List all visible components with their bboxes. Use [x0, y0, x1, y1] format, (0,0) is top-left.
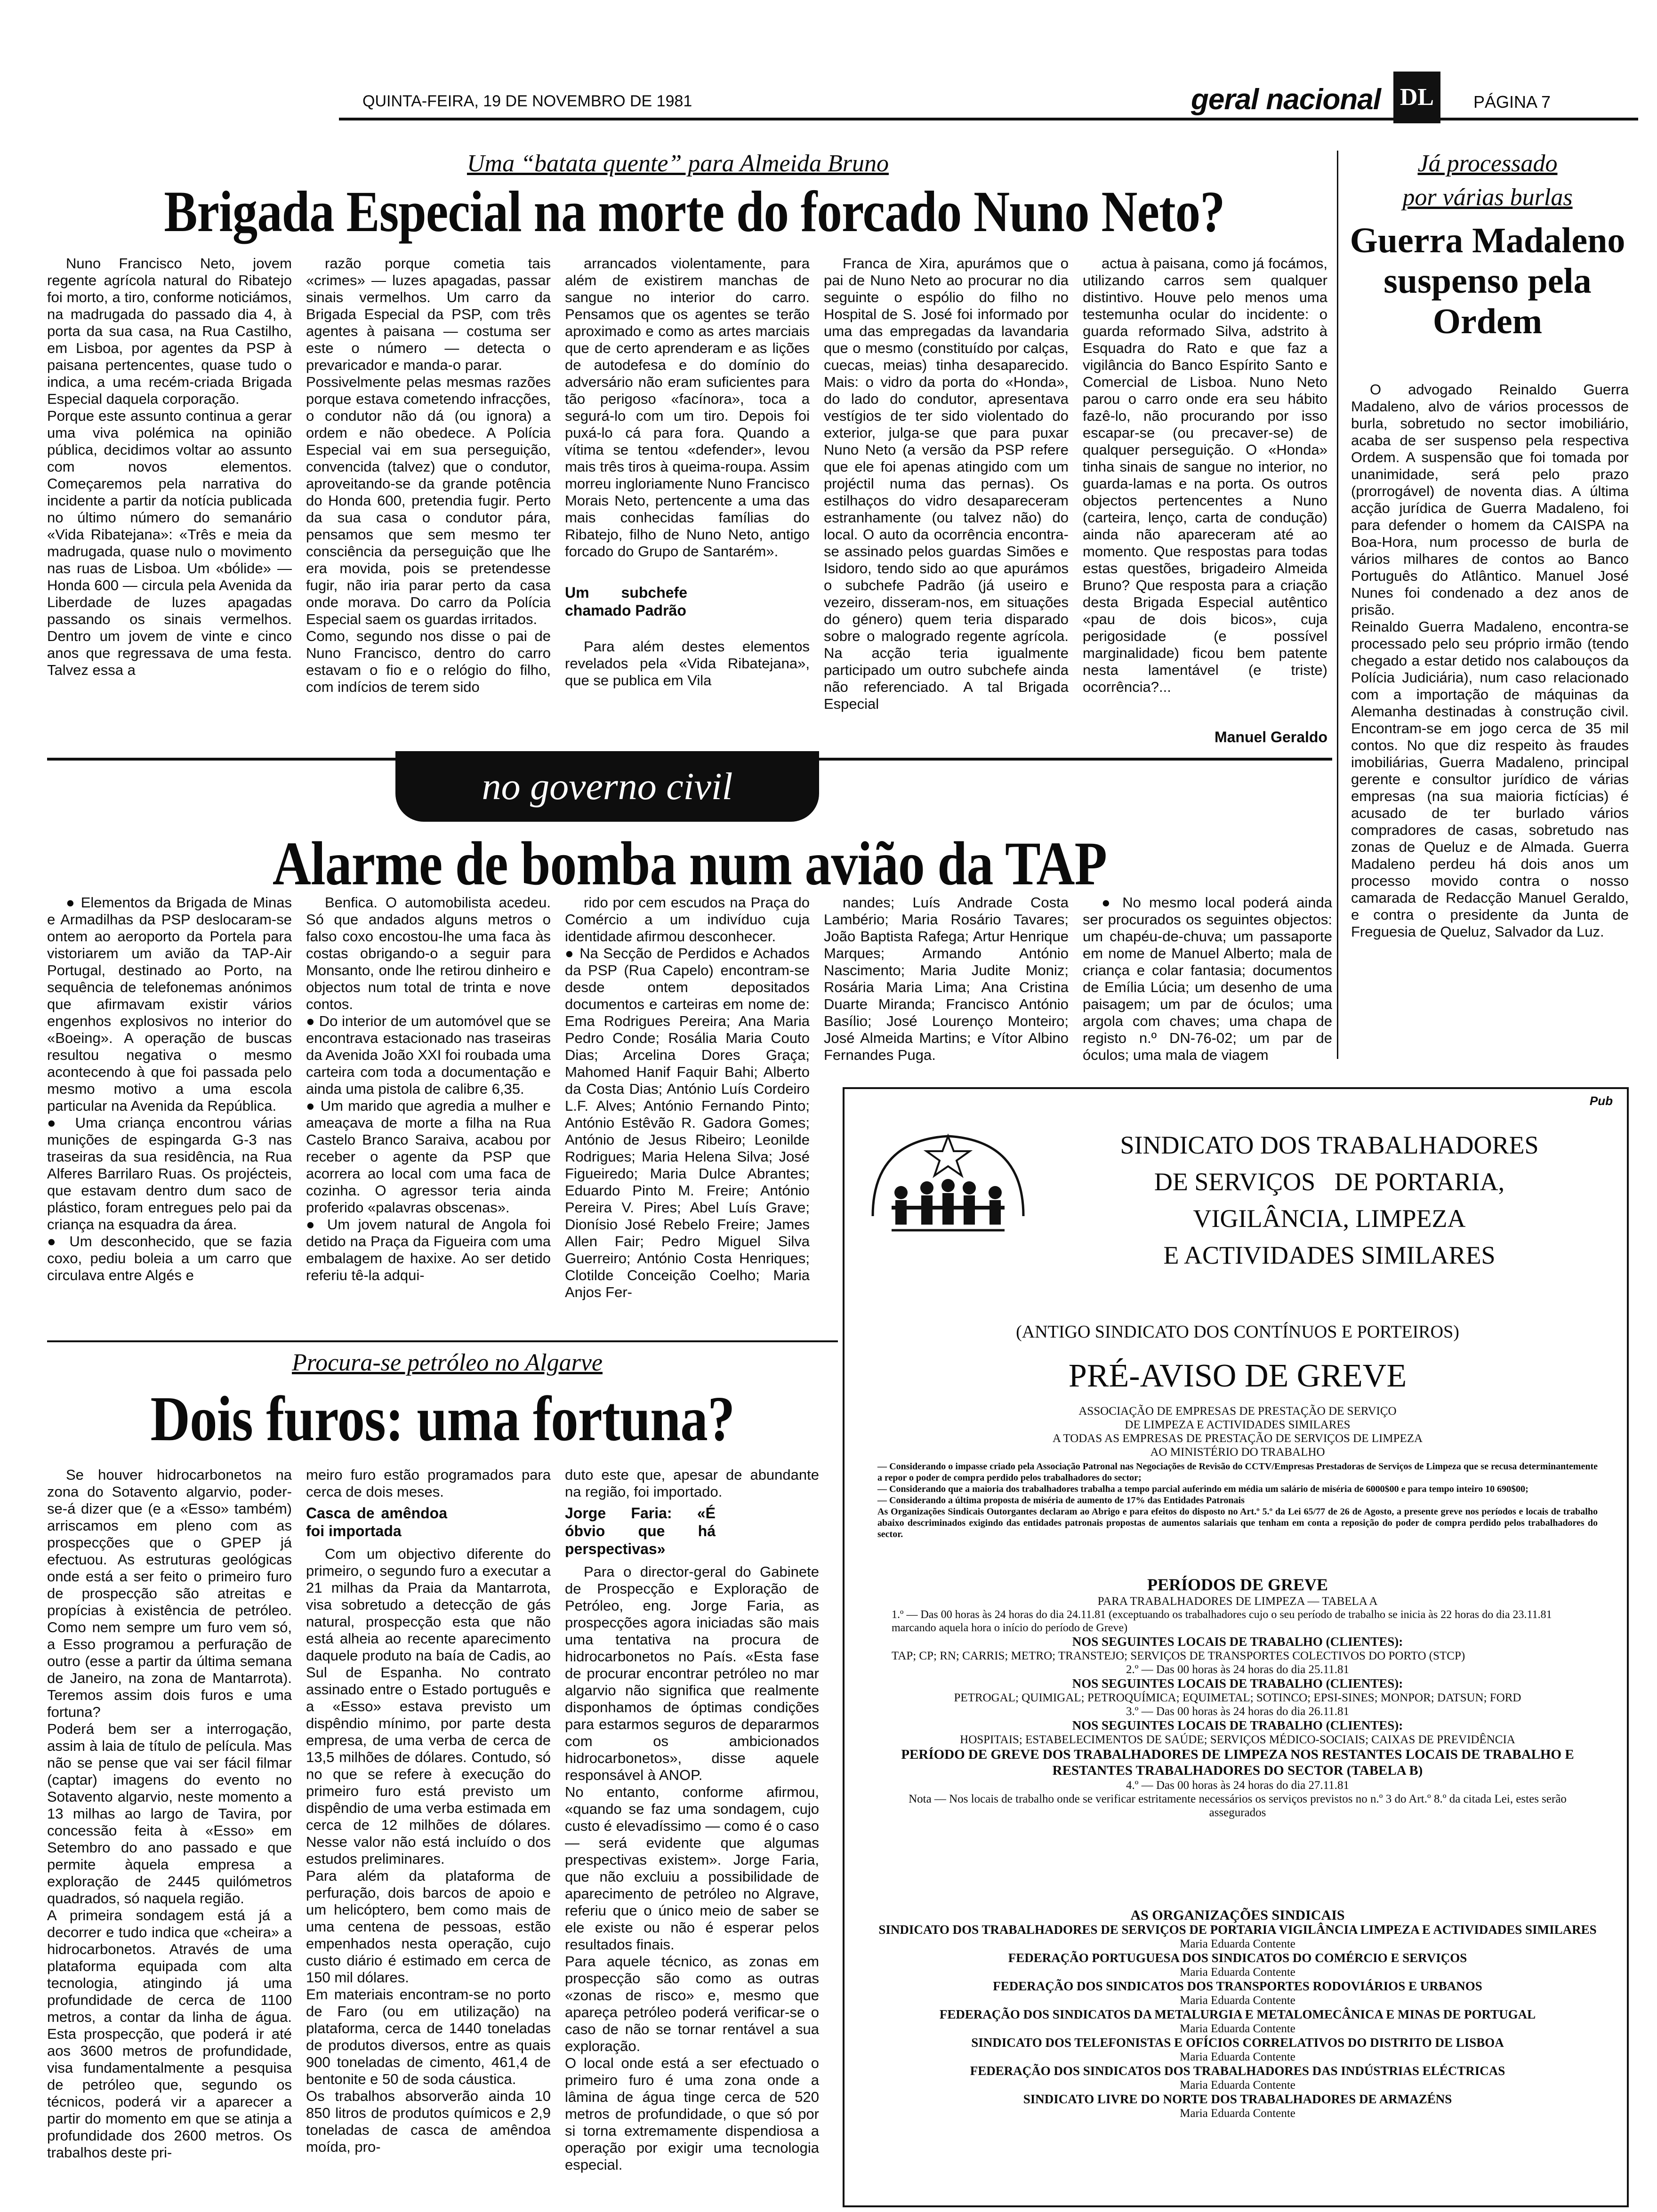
date-line: QUINTA-FEIRA, 19 DE NOVEMBRO DE 1981 [362, 92, 692, 110]
story2-headline: Guerra Madaleno suspenso pela Ordem [1350, 221, 1625, 341]
strike-notice-ad [843, 1087, 1629, 2207]
ad-considerations: — Considerando o impasse criado pela Associação Patronal nas Negociações de Revisão do CCTV/Empresas Prestadoras de Serviços de Limpeza que se recusa determinantemente a repor o poder de compra perdido pelos trabalhadores do sector; — Considerando que a maioria dos trabalhadores trabalha a tempo parcial auferindo em média um salário de miséria de 6000$00 e para tempo inteiro 10 690$00; — Considerando a última proposta de miséria de aumento de 17% das Entidades Patronais As Organizações Sindicais Outorgantes declaram ao Abrigo e para efeitos do disposto no Art.º 5.º da Lei 65/77 de 26 de Agosto, a presente greve nos períodos e locais de trabalho abaixo descriminados exigindo das entidades patronais propostas de aumentos salariais que tenham em conta a reposição do poder de compra perdido pelos trabalhadores do sector. [877, 1461, 1598, 1539]
story1-col-2: razão porque cometia tais «crimes» — luzes apagadas, passar sinais vermelhos. Um carro da Brigada Especial da PSP, com três agentes à paisana — costuma ser este o número — detecta o prevaricador e manda-o parar. Possivelmente pelas mesmas razões porque estava cometendo infracções, o condutor não dá (ou ignora) a ordem e não obedece. A Polícia Especial vai em sua perseguição, convencida (talvez) que o condutor, aproveitando-se da grande potência do Honda 600, pretendia fugir. Perto da sua casa o condutor pára, pensamos que sem mesmo ter consciência da perseguição que lhe era movida, pois se pretendesse fugir, não iria parar perto da casa onde morava. Do carro da Polícia Especial saem os guardas irritados. Como, segundo nos disse o pai de Nuno Francisco, dentro do carro estavam o fio e o relógio do filho, com indícios de terem sido [306, 255, 551, 695]
story1-col-3: arrancados violentamente, para além de existirem manchas de sangue no interior do carro. Pensamos que os agentes se terão aproximado e como as artes marciais que de certo aprenderam e as lições de autodefesa e do domínio do adversário não eram suficientes para tão perigoso «facínora», toca a segurá-lo com um tiro. Depois foi puxá-lo cá para fora. Quando a vítima se tentou «defender», levou mais três tiros à queima-roupa. Assim morreu ingloriamente Nuno Francisco Morais Neto, pertencente a uma das mais conhecidas famílias do Ribatejo, filho de Nuno Neto, antigo forcado do Grupo de Santarém». Um subchefe chamado Padrão Para além destes elementos revelados pela «Vida Ribatejana», que se publica em Vila [565, 255, 814, 689]
story1-col-4: Franca de Xira, apurámos que o pai de Nuno Neto ao procurar no dia seguinte o espólio do filho no Hospital de S. José foi informado por uma das empregadas da lavandaria que o mesmo (constituído por calças, cuecas, meias) tinha desaparecido. Mais: o vidro da porta do «Honda», do lado do condutor, apresentava vestígios de ter sido violentado do exterior, julga-se que para puxar Nuno Neto (a versão da PSP refere que ele foi apenas atingido com um projéctil numa das pernas). Os estilhaços do vidro desapareceram estranhamente (ou talvez não) do local. O auto da ocorrência encontra-se assinado pelos guardas Simões e Isidoro, tendo sido ao que apurámos o subchefe Padrão (já useiro e vezeiro, disseram-nos, em situações do género) quem teria disparado sobre o malogrado regente agrícola. Na acção teria igualmente participado um outro subchefe ainda não referenciado. A tal Brigada Especial [824, 255, 1073, 712]
signatory-block: FEDERAÇÃO PORTUGUESA DOS SINDICATOS DO COMÉRCIO E SERVIÇOS Maria Eduarda Contente [1008, 1951, 1467, 1979]
section-badge: DL [1393, 72, 1440, 123]
ad-signatories: AS ORGANIZAÇÕES SINDICAIS SINDICATO DOS TRABALHADORES DE SERVIÇOS DE PORTARIA VIGILÂNCIA LIMPEZA E ACTIVIDADES SIMILARES Maria Eduarda Contente FEDERAÇÃO PORTUGUESA DOS SINDICATOS DO COMÉRCIO E SERVIÇOS Maria Eduarda Contente FEDERAÇÃO DOS SINDICATOS DOS TRANSPORTES RODOVIÁRIOS E URBANOS Maria Eduarda Contente FEDERAÇÃO DOS SINDICATOS DA METALURGIA E METALOMECÂNICA E MINAS DE PORTUGAL Maria Eduarda Contente SINDICATO DOS TELEFONISTAS E OFÍCIOS CORRELATIVOS DO DISTRITO DE LISBOA Maria Eduarda Contente FEDERAÇÃO DOS SINDICATOS DOS TRABALHADORES DAS INDÚSTRIAS ELÉCTRICAS Maria Eduarda Contente SINDICATO LIVRE DO NORTE DOS TRABALHADORES DE ARMAZÉNS Maria Eduarda Contente [863, 1908, 1612, 2120]
section-name: geral nacional [1191, 83, 1381, 116]
signatory-block: SINDICATO DOS TELEFONISTAS E OFÍCIOS CORRELATIVOS DO DISTRITO DE LISBOA Maria Eduarda Contente [971, 2036, 1504, 2063]
ad-union-name: SINDICATO DOS TRABALHADORES DE SERVIÇOS DE PORTARIA, VIGILÂNCIA, LIMPEZA E ACTIVIDADES SIMILARES [1120, 1131, 1539, 1269]
ad-periods: PERÍODOS DE GREVE PARA TRABALHADORES DE LIMPEZA — TABELA A 1.º — Das 00 horas às 24 horas do dia 24.11.81 (exceptuando os trabalhadores cujo o seu período de trabalho se inicia às 22 horas do dia 23.11.81 marcando aquela hora o início do período de Greve) NOS SEGUINTES LOCAIS DE TRABALHO (CLIENTES): TAP; CP; RN; CARRIS; METRO; TRANSTEJO; SERVIÇOS DE TRANSPORTES COLECTIVOS DO PORTO (STCP) 2.º — Das 00 horas às 24 horas do dia 25.11.81 NOS SEGUINTES LOCAIS DE TRABALHO (CLIENTES): PETROGAL; QUIMIGAL; PETROQUÍMICA; EQUIMETAL; SOTINCO; EPSI-SINES; MONPOR; DATSUN; FORD 3.º — Das 00 horas às 24 horas do dia 26.11.81 NOS SEGUINTES LOCAIS DE TRABALHO (CLIENTES): HOSPITAIS; ESTABELECIMENTOS DE SAÚDE; SERVIÇOS MÉDICO-SOCIAIS; CAIXAS DE PREVIDÊNCIA PERÍODO DE GREVE DOS TRABALHADORES DE LIMPEZA NOS RESTANTES LOCAIS DE TRABALHO E RESTANTES TRABALHADORES DO SECTOR (TABELA B) 4.º — Das 00 horas às 24 horas do dia 27.11.81 Nota — Nos locais de trabalho onde se verificar estritamente necessários os serviços previstos no n.º 3 do Art.º 8.º da citada Lei, estes serão assegurados [892, 1575, 1574, 1819]
story4-headline: Dois furos: uma fortuna? [150, 1384, 735, 1454]
union-logo [863, 1122, 1033, 1240]
ad-former-name: (ANTIGO SINDICATO DOS CONTÍNUOS E PORTEIROS) [1016, 1322, 1459, 1342]
story4-subhead-2: Jorge Faria: «É óbvio que há perspectivas» [565, 1505, 716, 1557]
story3-headline: Alarme de bomba num avião da TAP [272, 829, 1107, 898]
story3-col-3: rido por cem escudos na Praça do Comércio a um indivíduo cuja identidade afirmou desconhecer. ● Na Secção de Perdidos e Achados da PSP (Rua Capelo) encontram-se desde ontem depositados documentos e carteiras em nome de: Ema Rodrigues Pereira; Ana Maria Pedro Conde; Rosália Maria Couto Dias; Arcelina Dores Graça; Mahomed Hanif Faquir Bahi; Alberto da Costa Dias; António Luís Cordeiro L.F. Alves; António Fernando Pinto; António Estêvão R. Gadora Gomes; António de Jesus Ribeiro; Leonilde Rodrigues; Maria Helena Silva; José Figueiredo; Maria Dulce Abrantes; Eduardo Pinto M. Freire; António Pereira V. Pires; Abel Luís Grave; Dionísio José Rebelo Freire; James Allen Fair; Pedro Miguel Silva Guerreiro; António Costa Henriques; Clotilde Conceição Coelho; Maria Anjos Fer- [565, 894, 810, 1300]
story4-col-2: meiro furo estão programados para cerca de dois meses. Casca de amêndoa foi importada Com um objectivo diferente do primeiro, o segundo furo a executar a 21 milhas da Praia da Mantarrota, visa sobretudo a detecção de gás natural, prospecção esta que não está alheia ao recente aparecimento daquele produto na baía de Cadis, ao Sul de Espanha. No contrato assinado entre o Estado português e a «Esso» estava previsto um dispêndio mínimo, por parte desta empresa, de uma verba de cerca de 13,5 milhões de dólares. Contudo, só no que se refere à execução do primeiro furo está previsto um dispêndio de uma verba estimada em cerca de 12 milhões de dólares. Nesse valor não está incluído o dos estudos preliminares. Para além da plataforma de perfuração, dois barcos de apoio e um helicóptero, bem como mais de uma centena de pessoas, estão empenhados nesta operação, cujo custo diário é estimado em cerca de 150 mil dólares. Em materiais encontram-se no porto de Faro (ou em utilização) na plataforma, cerca de 1440 toneladas de produtos diversos, entre as quais 900 toneladas de cimento, 461,4 de bentonite e 50 de soda cáustica. Os trabalhos absorverão ainda 10 850 litros de produtos químicos e 2,9 toneladas de casca de amêndoa moída, pro- [306, 1467, 555, 2155]
story2-kicker-1: Já processado [1417, 150, 1558, 177]
story3-col-1: ● Elementos da Brigada de Minas e Armadilhas da PSP deslocaram-se ontem ao aeroporto da Portela para vistoriarem um avião da TAP-Air Portugal, destinado ao Porto, na sequência de telefonemas anónimos que afirmavam existir vários engenhos explosivos no interior do «Boeing». A operação de buscas resultou negativa o mesmo acontecendo à que foi passada pelo mesmo motivo a uma escola particular na Avenida da República. ● Uma criança encontrou várias munições de espingarda G-3 nas traseiras da sua residência, na Rua Alferes Barrilaro Ruas. Os projécteis, que estavam dentro dum saco de plástico, foram entregues pelo pai da criança na esquadra da área. ● Um desconhecido, que se fazia coxo, pediu boleia a um carro que circulava entre Algés e [47, 894, 292, 1283]
signatory-block: FEDERAÇÃO DOS SINDICATOS DA METALURGIA E METALOMECÂNICA E MINAS DE PORTUGAL Maria Eduarda Contente [939, 2007, 1536, 2035]
signatory-block: FEDERAÇÃO DOS SINDICATOS DOS TRABALHADORES DAS INDÚSTRIAS ELÉCTRICAS Maria Eduarda Contente [970, 2064, 1505, 2092]
page-number: PÁGINA 7 [1473, 92, 1551, 112]
story4-subhead-1: Casca de amêndoa foi importada [306, 1505, 447, 1539]
ad-heading: PRÉ-AVISO DE GREVE [1068, 1358, 1407, 1394]
section-rule-2 [47, 1340, 838, 1342]
story3-col-5: ● No mesmo local poderá ainda ser procurados os seguintes objectos: um chapéu-de-chuva; um passaporte em nome de Manuel Alberto; mala de criança e colar fantasia; documentos de Emília Lúcia; um desenho de uma paisagem; um par de óculos; uma argola com chaves; uma chapa de registo n.º DN-76-02; um par de óculos; uma mala de viagem [1083, 894, 1336, 1063]
story3-col-2: Benfica. O automobilista acedeu. Só que andados alguns metros o falso coxo encostou-lhe uma faca às costas obrigando-o a seguir para Monsanto, onde lhe retirou dinheiro e objectos num total de trinta e nove contos. ● Do interior de um automóvel que se encontrava estacionado nas traseiras da Avenida João XXI foi roubada uma carteira com toda a documentação e ainda uma pistola de calibre 6,35. ● Um marido que agredia a mulher e ameaçava de morte a filha na Rua Castelo Branco Saraiva, acabou por receber o agente da PSP que acorrera ao local com uma faca de cozinha. O agressor teria ainda proferido «palavras obscenas». ● Um jovem natural de Angola foi detido na Praça da Figueira com uma embalagem de haxixe. Ao ser detido referiu tê-la adqui- [306, 894, 551, 1283]
vertical-column-rule [1337, 151, 1338, 1059]
story1-subhead: Um subchefe chamado Padrão [565, 584, 687, 619]
story2-kicker-2: por várias burlas [1402, 184, 1573, 211]
story4-col-1: Se houver hidrocarbonetos na zona do Sotavento algarvio, poder-se-á dizer que (e a «Esso» também) arriscamos em pleno com as prospecções que o GPEP já efectuou. As estruturas geológicas onde está a ser feito o primeiro furo de prospecção são atreitas e propícias à existência de petróleo. Como nem sempre um furo vem só, a Esso programou a perfuração de outro (esse a partir da última semana de Janeiro, na zona de Mantarrota). Teremos assim dois furos e uma fortuna? Poderá bem ser a interrogação, assim à laia de título de película. Mas não se pense que vai ser fácil filmar (captar) imagens do evento no Sotavento algarvio, neste momento a 13 milhas ao largo de Tavira, por concessão feita à «Esso» em Setembro do ano passado e que permite àquela empresa a exploração de 2445 quilómetros quadrados, só naquela região. A primeira sondagem está já a decorrer e tudo indica que «cheira» a hidrocarbonetos. Através de uma plataforma equipada com alta tecnologia, atingindo já uma profundidade de cerca de 1100 metros, a contar da linha de água. Esta prospecção, que poderá ir até aos 3600 metros de profundidade, visa fundamentalmente a pesquisa de petróleo que, segundo os técnicos, poderá vir a aparecer a partir do momento em que se atinja a profundidade dos 2600 metros. Os trabalhos deste pri- [47, 1467, 292, 2161]
star-icon [926, 1136, 970, 1176]
story1-col-1: Nuno Francisco Neto, jovem regente agrícola natural do Ribatejo foi morto, a tiro, conforme noticiámos, na madrugada do passado dia 4, à porta da sua casa, na Rua Castilho, em Lisboa, por agentes da PSP à paisana pertencentes, quase tudo o indica, a uma recém-criada Brigada Especial daquela corporação. Porque este assunto continua a gerar uma viva polémica na opinião pública, decidimos voltar ao assunto com novos elementos. Começaremos pela narrativa do incidente a partir da notícia publicada no último número do semanário «Vida Ribatejana»: «Três e meia da madrugada, quase nulo o movimento nas ruas de Lisboa. Um «bólide» — Honda 600 — circula pela Avenida da Liberdade de luzes apagadas passando os sinais vermelhos. Dentro um jovem de vinte e cinco anos que regressava de uma festa. Talvez essa a [47, 255, 292, 678]
story4-kicker: Procura-se petróleo no Algarve [292, 1349, 603, 1376]
story1-headline: Brigada Especial na morte do forcado Nuno Neto? [164, 179, 1225, 244]
ad-recipients: ASSOCIAÇÃO DE EMPRESAS DE PRESTAÇÃO DE SERVIÇO DE LIMPEZA E ACTIVIDADES SIMILARES A TODAS AS EMPRESAS DE PRESTAÇÃO DE SERVIÇOS DE LIMPEZA AO MINISTÉRIO DO TRABALHO [1052, 1405, 1423, 1459]
governo-civil-banner: no governo civil [395, 751, 819, 822]
ad-pub-label: Pub [1589, 1094, 1613, 1108]
story4-col-3: duto este que, apesar de abundante na região, foi importado. Jorge Faria: «É óbvio que há perspectivas» Para o director-geral do Gabinete de Prospecção e Exploração de Petróleo, eng. Jorge Faria, as prospecções agora iniciadas são mais uma tentativa na procura de hidrocarbonetos no País. «Esta fase de procurar encontrar petróleo no mar algarvio não significa que realmente disponhamos de óptimas condições para estarmos seguros de depararmos com os ambicionados hidrocarbonetos», disse aquele responsável à ANOP. No entanto, conforme afirmou, «quando se faz uma sondagem, cujo custo é elevadíssimo — como é o caso — será evidente que algumas prespectivas existem». Jorge Faria, que não excluiu a possibilidade de aparecimento de petróleo no Algrave, referiu que o único meio de saber se ele existe ou não é esperar pelos resultados finais. Para aquele técnico, as zonas em prospecção são como as outras «zonas de risco» e, mesmo que apareça petróleo poderá verificar-se o caso de não se tornar rentável a sua exploração. O local onde está a ser efectuado o primeiro furo é uma zona onde a lâmina de água tinge cerca de 520 metros de profundidade, o que só por si torna extremamente dispendiosa a operação por exigir uma tecnologia especial. [565, 1467, 823, 2173]
story1-col-5: actua à paisana, como já focámos, utilizando carros sem qualquer distintivo. Houve pelo menos uma testemunha ocular do incidente: o guarda reformado Silva, adstrito à Esquadra do Rato e que faz a vigilância do Banco Espírito Santo e Comercial de Lisboa. Nuno Neto parou o carro onde era seu hábito fazê-lo, não procurando por isso escapar-se (ou precaver-se) de qualquer perseguição. O «Honda» tinha sinais de sangue no interior, no guarda-lamas e na porta. Os outros objectos pertencentes a Nuno (carteira, lenço, carta de condução) ainda não apareceram até ao momento. Que respostas para todas estas questões, brigadeiro Almeida Bruno? Que resposta para a criação desta Brigada Especial autêntico «pau de dois bicos», cuja perigosidade (e possível marginalidade) ficou bem patente nesta lamentável (e triste) ocorrência?... [1083, 255, 1332, 695]
signatory-block: SINDICATO LIVRE DO NORTE DOS TRABALHADORES DE ARMAZÉNS Maria Eduarda Contente [1023, 2092, 1452, 2120]
signatory-block: SINDICATO DOS TRABALHADORES DE SERVIÇOS DE PORTARIA VIGILÂNCIA LIMPEZA E ACTIVIDADES SIMILARES Maria Eduarda Contente [878, 1923, 1597, 1950]
story1-byline: Manuel Geraldo [1214, 729, 1327, 745]
masthead-rule [339, 118, 1638, 120]
story2-body: O advogado Reinaldo Guerra Madaleno, alvo de vários processos de burla, sobretudo no sector imobiliário, acaba de ser suspenso pela respectiva Ordem. A suspensão que foi tomada por unanimidade, será pelo prazo (prorrogável) de noventa dias. A última acção jurídica de Guerra Madaleno, foi para defender o homem da CAISPA na Boa-Hora, num processo de burla de vários milhares de contos ao Banco Português do Atlântico. Manuel José Nunes foi condenado a dez anos de prisão. Reinaldo Guerra Madaleno, encontra-se processado pelo seu próprio irmão (tendo chegado a estar detido nos calabouços da Polícia Judiciária), num caso relacionado com a importação de máquinas da Alemanha destinadas à construção civil. Encontram-se em jogo cerca de 35 mil contos. No que diz respeito às fraudes imobiliárias, Guerra Madaleno, principal gerente e consultor jurídico de várias empresas (na sua maioria fictícias) é acusado de ter burlado vários compradores de casas, sobretudo nas zonas de Queluz e de Almada. Guerra Madaleno perdeu há dois anos um processo movido contra o nosso camarada de Redacção Manuel Geraldo, e contra o presidente da Junta de Freguesia de Queluz, Salvador da Luz. [1351, 381, 1629, 940]
signatory-block: FEDERAÇÃO DOS SINDICATOS DOS TRANSPORTES RODOVIÁRIOS E URBANOS Maria Eduarda Contente [993, 1979, 1482, 2007]
story3-col-4: nandes; Luís Andrade Costa Lambério; Maria Rosário Tavares; João Baptista Rafega; Artur Henrique Marques; Armando António Nascimento; Maria Judite Moniz; Rosária Maria Lima; Ana Cristina Duarte Miranda; Francisco António Basílio; José Lourenço Monteiro; José Almeida Martins; e Vítor Albino Fernandes Puga. [824, 894, 1073, 1063]
story1-kicker: Uma “batata quente” para Almeida Bruno [467, 150, 889, 177]
